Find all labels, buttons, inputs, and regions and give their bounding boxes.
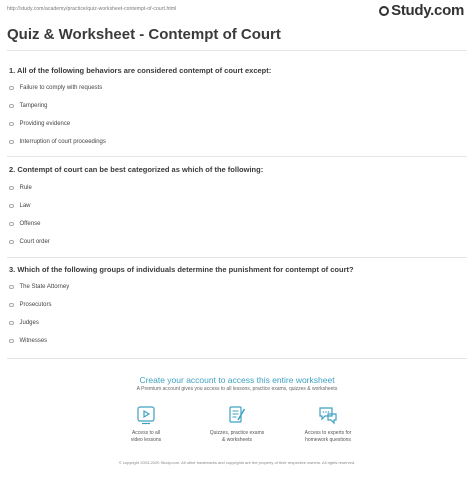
- feature-label: Access to experts for homework questions: [304, 430, 352, 443]
- title-divider: [7, 50, 467, 51]
- option-label: Judges: [19, 320, 39, 326]
- question-2-option-1[interactable]: [9, 185, 32, 191]
- question-3-option-2[interactable]: [9, 302, 52, 308]
- radio-icon[interactable]: [9, 86, 14, 91]
- radio-icon[interactable]: [9, 240, 14, 245]
- option-label: Law: [19, 203, 31, 209]
- question-2-option-3[interactable]: [9, 221, 40, 227]
- option-label: Interruption of court proceedings: [19, 139, 106, 145]
- radio-icon[interactable]: [9, 204, 14, 209]
- question-3-option-1[interactable]: [9, 284, 69, 290]
- option-label: Failure to comply with requests: [19, 85, 103, 91]
- option-label: Witnesses: [19, 338, 48, 344]
- option-label: The State Attorney: [19, 284, 70, 290]
- option-label: Rule: [19, 185, 32, 191]
- question-3-text: 3. Which of the following groups of individuals determine the punishment for contempt of court?: [9, 265, 354, 274]
- create-account-link[interactable]: Create your account to access this entire worksheet: [139, 375, 335, 385]
- question-3-option-4[interactable]: [9, 338, 47, 344]
- question-3-option-3[interactable]: [9, 320, 39, 326]
- study-logo[interactable]: [379, 2, 464, 19]
- question-1-option-4[interactable]: [9, 139, 106, 145]
- study-logo-icon: [379, 6, 389, 16]
- radio-icon[interactable]: [9, 339, 14, 344]
- radio-icon[interactable]: [9, 104, 14, 109]
- section-divider: [7, 358, 467, 359]
- radio-icon[interactable]: [9, 122, 14, 127]
- feature-label: Access to all video lessons: [130, 430, 162, 443]
- option-label: Providing evidence: [19, 121, 71, 127]
- question-1-option-1[interactable]: [9, 85, 102, 91]
- feature-video-lessons: [96, 405, 196, 443]
- question-1-option-2[interactable]: [9, 103, 48, 109]
- radio-icon[interactable]: [9, 303, 14, 308]
- quizzes-worksheets-icon: [227, 405, 247, 425]
- question-1-option-3[interactable]: [9, 121, 70, 127]
- question-divider: [7, 257, 467, 258]
- question-divider: [7, 156, 467, 157]
- feature-experts: [278, 405, 378, 443]
- top-bar: [0, 0, 474, 20]
- question-2-option-2[interactable]: [9, 203, 31, 209]
- radio-icon[interactable]: [9, 140, 14, 145]
- expert-chat-icon: [318, 405, 338, 425]
- copyright-footer: © copyright 2003-2020 Study.com. All other trademarks and copyrights are the property of their respective owners. All rights reserved.: [118, 460, 356, 465]
- premium-description: A Premium account gives you access to all lessons, practice exams, quizzes & worksheets: [136, 386, 338, 392]
- page-url: http://study.com/academy/practice/quiz-worksheet-contempt-of-court.html: [7, 6, 177, 12]
- feature-quizzes: [187, 405, 287, 443]
- feature-label: Quizzes, practice exams & worksheets: [209, 430, 265, 443]
- question-2-option-4[interactable]: [9, 239, 50, 245]
- option-label: Court order: [19, 239, 50, 245]
- study-logo-text: Study.com: [391, 2, 464, 19]
- radio-icon[interactable]: [9, 186, 14, 191]
- question-1-text: 1. All of the following behaviors are considered contempt of court except:: [9, 66, 272, 75]
- page-title: Quiz & Worksheet - Contempt of Court: [7, 26, 281, 43]
- radio-icon[interactable]: [9, 321, 14, 326]
- question-2-text: 2. Contempt of court can be best categorized as which of the following:: [9, 165, 264, 174]
- radio-icon[interactable]: [9, 285, 14, 290]
- video-lessons-icon: [136, 405, 156, 425]
- option-label: Prosecutors: [19, 302, 52, 308]
- option-label: Offense: [19, 221, 41, 227]
- option-label: Tampering: [19, 103, 48, 109]
- radio-icon[interactable]: [9, 222, 14, 227]
